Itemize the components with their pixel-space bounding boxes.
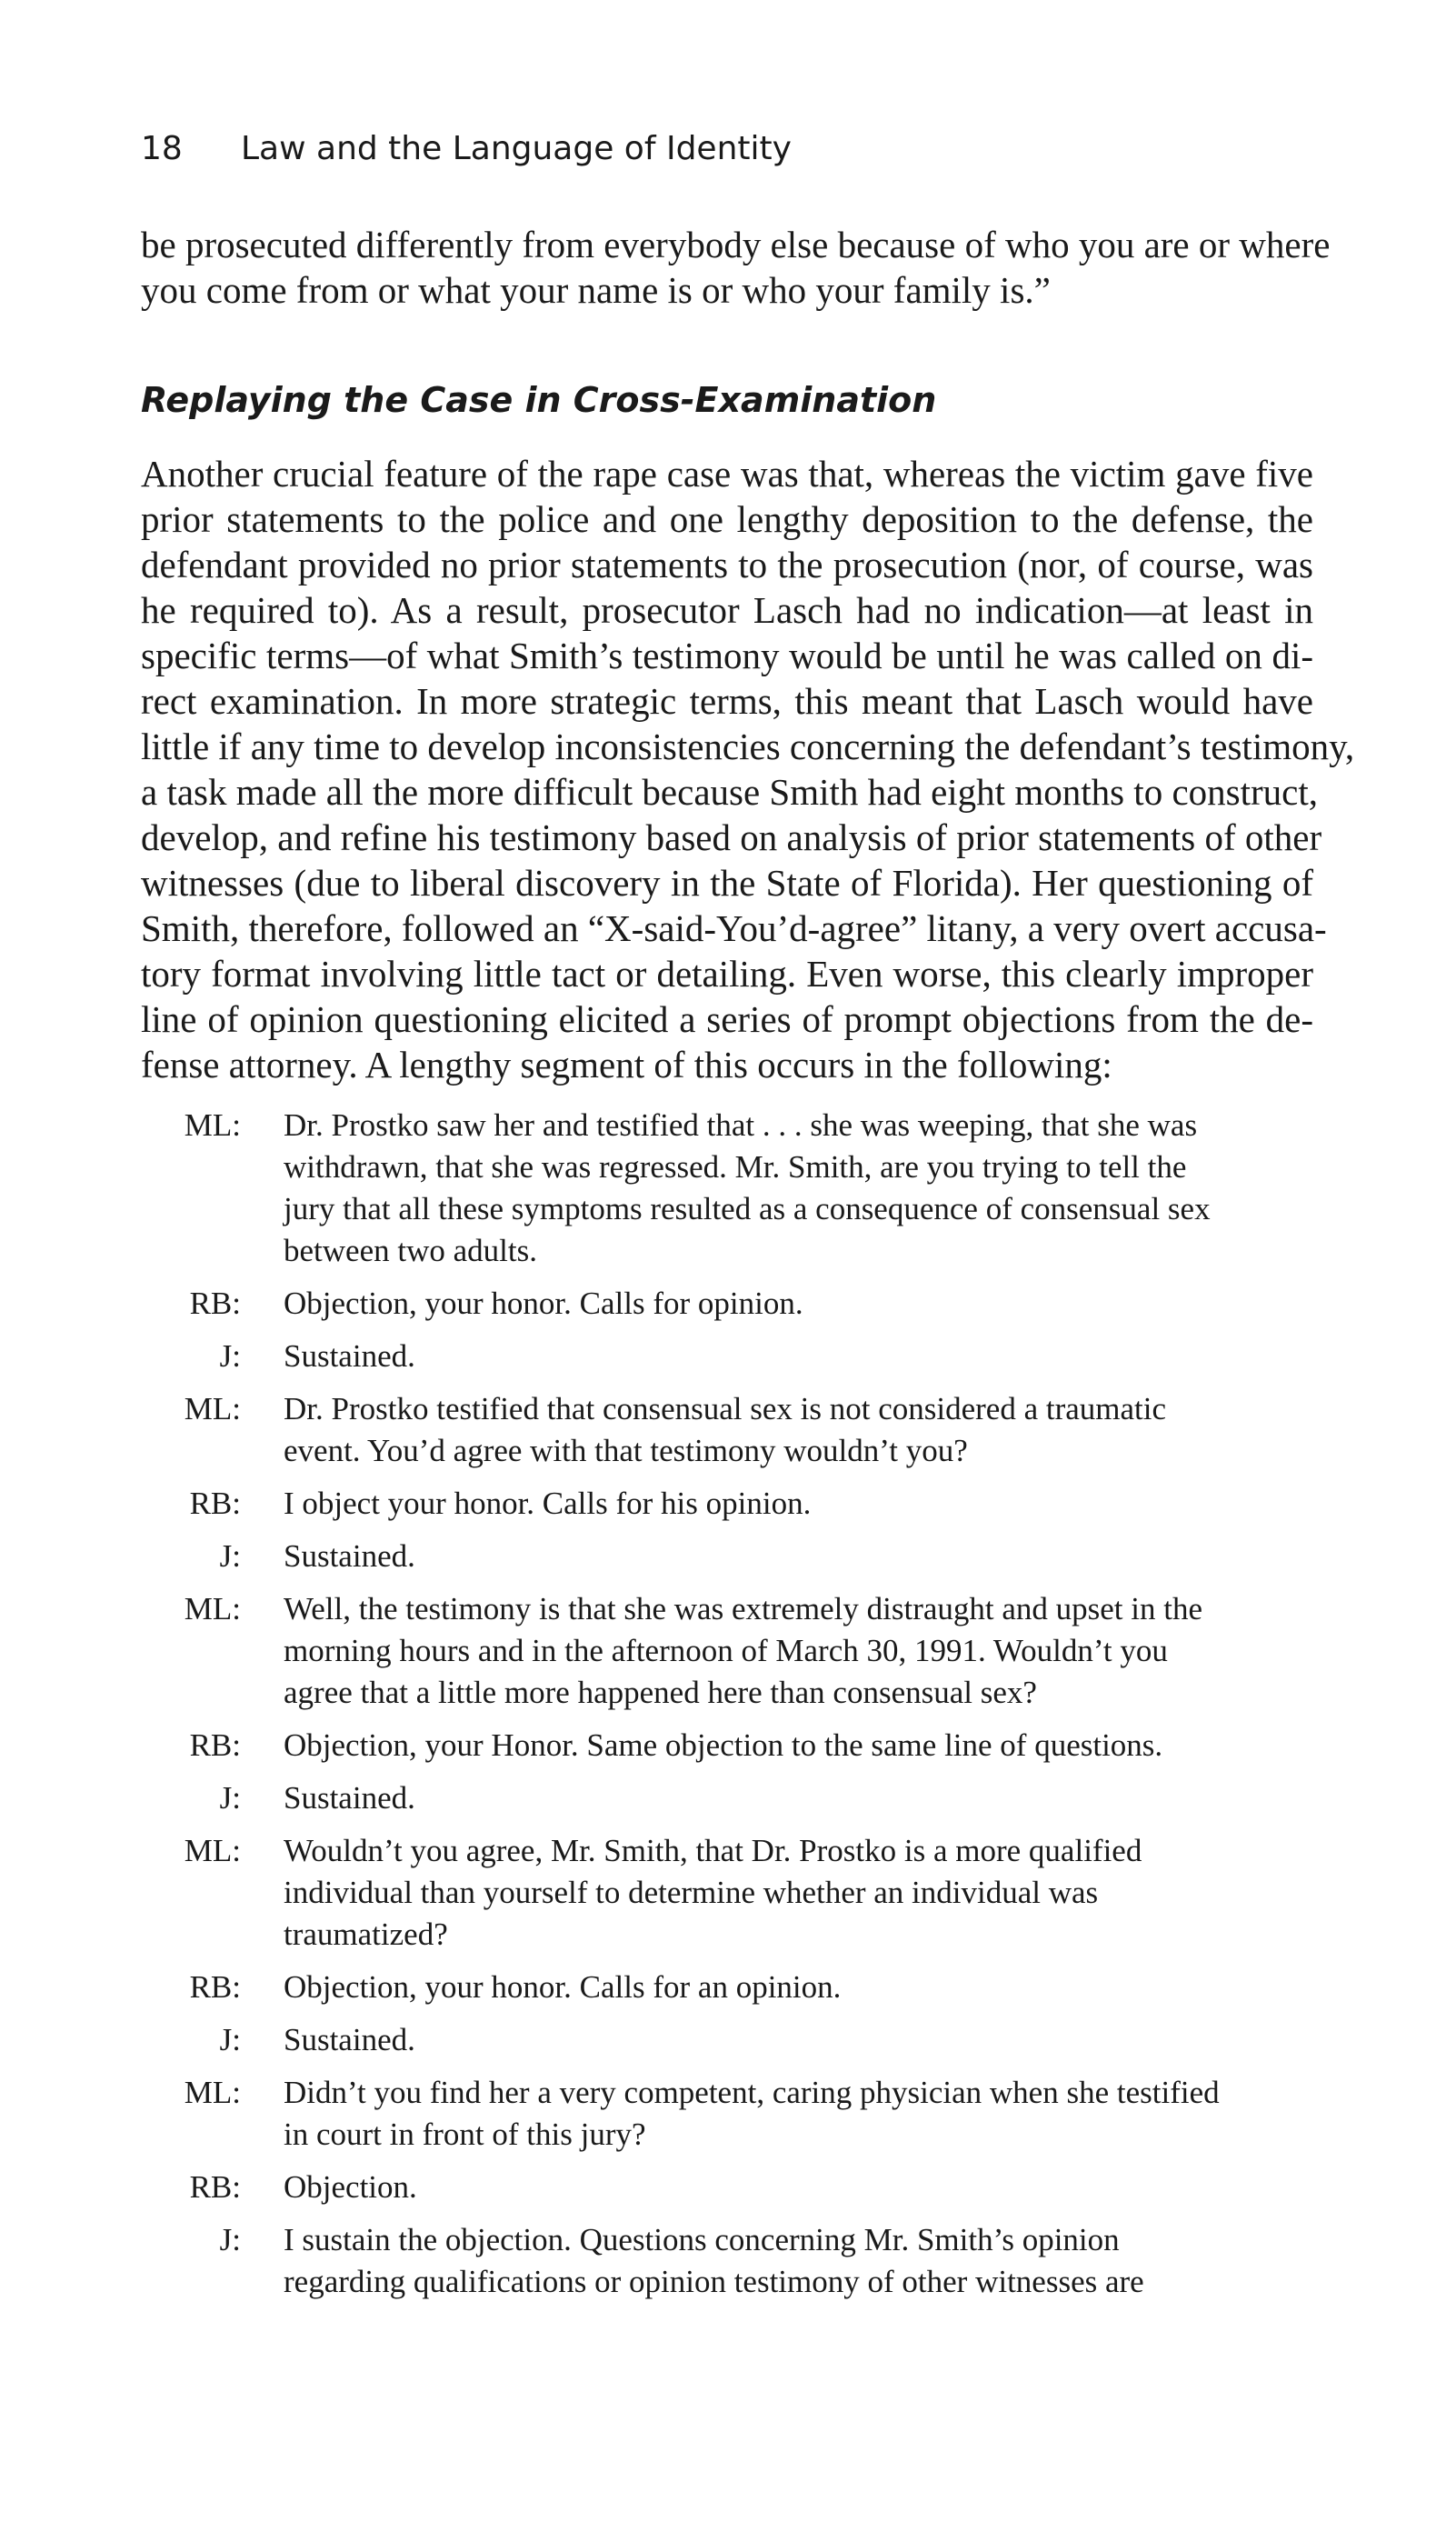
speech-line: Dr. Prostko saw her and testified that . . . she was weeping, that she was xyxy=(284,1107,1198,1143)
main-paragraph xyxy=(141,451,1355,1087)
speech-text xyxy=(284,1967,1313,2008)
paragraph-line: fense attorney. A lengthy segment of this occurs in the following: xyxy=(141,1044,1112,1086)
paragraph-line: prior statements to the police and one lengthy deposition to the defense, the xyxy=(141,498,1313,540)
paragraph-line: develop, and refine his testimony based on analysis of prior statements of other xyxy=(141,816,1322,858)
paragraph-line: you come from or what your name is or who your family is.” xyxy=(141,269,1051,311)
speech-line: jury that all these symptoms resulted as a consequence of consensual sex xyxy=(284,1191,1211,1226)
section-heading: Replaying the Case in Cross-Examination xyxy=(141,380,937,420)
speech-line: Dr. Prostko testified that consensual sex is not considered a traumatic xyxy=(284,1391,1167,1426)
paragraph-line: defendant provided no prior statements to the prosecution (nor, of course, was xyxy=(141,544,1313,585)
transcript-turn xyxy=(141,2219,1313,2303)
transcript-turn xyxy=(141,1388,1313,1472)
speaker-label: RB: xyxy=(189,1486,241,1521)
speaker-label: RB: xyxy=(189,1286,241,1321)
speaker-label: ML: xyxy=(184,1833,241,1868)
transcript-turn xyxy=(141,1777,1313,1819)
paragraph-line: little if any time to develop inconsistencies concerning the defendant’s testimony, xyxy=(141,726,1355,767)
paragraph-line: Smith, therefore, followed an “X-said-You’d-agree” litany, a very overt accusa- xyxy=(141,907,1327,949)
speech-line: morning hours and in the afternoon of March 30, 1991. Wouldn’t you xyxy=(284,1633,1168,1668)
speech-line: Sustained. xyxy=(284,2022,415,2057)
paragraph-line: tory format involving little tact or detailing. Even worse, this clearly improper xyxy=(141,953,1313,995)
speech-text xyxy=(284,1483,1313,1525)
speaker-label: J: xyxy=(219,1338,241,1374)
speech-text xyxy=(284,2072,1313,2156)
paragraph-line: specific terms—of what Smith’s testimony would be until he was called on di- xyxy=(141,635,1313,676)
speech-text xyxy=(284,1105,1313,1272)
transcript-turn xyxy=(141,1588,1313,1714)
speech-text xyxy=(284,1388,1313,1472)
book-title: Law and the Language of Identity xyxy=(241,130,792,167)
speech-line: Well, the testimony is that she was extremely distraught and upset in the xyxy=(284,1591,1203,1626)
transcript-turn xyxy=(141,1483,1313,1525)
paragraph-line: Another crucial feature of the rape case was that, whereas the victim gave five xyxy=(141,453,1313,495)
speech-text xyxy=(284,1588,1313,1714)
transcript-turn xyxy=(141,1536,1313,1577)
speech-text xyxy=(284,2019,1313,2061)
speech-line: individual than yourself to determine whether an individual was xyxy=(284,1875,1099,1910)
transcript-turn xyxy=(141,1830,1313,1956)
paragraph-line: line of opinion questioning elicited a series of prompt objections from the de- xyxy=(141,998,1313,1040)
speech-line: Objection. xyxy=(284,2169,417,2205)
speaker-label: ML: xyxy=(184,1591,241,1626)
speaker-label: ML: xyxy=(184,1391,241,1426)
speech-line: in court in front of this jury? xyxy=(284,2117,646,2152)
courtroom-transcript xyxy=(141,1105,1313,2314)
speech-text xyxy=(284,1536,1313,1577)
speech-text xyxy=(284,2167,1313,2208)
speech-line: withdrawn, that she was regressed. Mr. Smith, are you trying to tell the xyxy=(284,1149,1187,1185)
transcript-turn xyxy=(141,1105,1313,1272)
transcript-turn xyxy=(141,2019,1313,2061)
page-number: 18 xyxy=(141,130,183,167)
speech-line: I object your honor. Calls for his opinion. xyxy=(284,1486,812,1521)
speaker-label: J: xyxy=(219,2222,241,2257)
paragraph-line: rect examination. In more strategic terms, this meant that Lasch would have xyxy=(141,680,1313,722)
speech-line: Objection, your Honor. Same objection to the same line of questions. xyxy=(284,1727,1163,1763)
speech-text xyxy=(284,1830,1313,1956)
speaker-label: RB: xyxy=(189,1727,241,1763)
paragraph-line: a task made all the more difficult because Smith had eight months to construct, xyxy=(141,771,1318,813)
speech-text xyxy=(284,1725,1313,1766)
speech-text xyxy=(284,1283,1313,1325)
speech-line: Objection, your honor. Calls for an opinion. xyxy=(284,1969,842,2005)
speech-text xyxy=(284,2219,1313,2303)
speech-line: Sustained. xyxy=(284,1338,415,1374)
speech-line: between two adults. xyxy=(284,1233,537,1268)
speech-line: event. You’d agree with that testimony wouldn’t you? xyxy=(284,1433,968,1468)
transcript-turn xyxy=(141,1967,1313,2008)
speech-line: Sustained. xyxy=(284,1780,415,1816)
transcript-turn xyxy=(141,1283,1313,1325)
speaker-label: ML: xyxy=(184,1107,241,1143)
transcript-turn xyxy=(141,1725,1313,1766)
paragraph-line: be prosecuted differently from everybody else because of who you are or where xyxy=(141,224,1331,265)
running-head xyxy=(141,127,792,171)
speech-text xyxy=(284,1336,1313,1377)
speaker-label: J: xyxy=(219,1538,241,1574)
speaker-label: RB: xyxy=(189,1969,241,2005)
speech-line: traumatized? xyxy=(284,1917,448,1952)
speaker-label: J: xyxy=(219,2022,241,2057)
speech-text xyxy=(284,1777,1313,1819)
speech-line: Didn’t you find her a very competent, caring physician when she testified xyxy=(284,2075,1220,2110)
transcript-turn xyxy=(141,2072,1313,2156)
speech-line: Objection, your honor. Calls for opinion. xyxy=(284,1286,803,1321)
speaker-label: J: xyxy=(219,1780,241,1816)
opening-paragraph xyxy=(141,222,1331,313)
speaker-label: RB: xyxy=(189,2169,241,2205)
paragraph-line: he required to). As a result, prosecutor Lasch had no indication—at least in xyxy=(141,589,1313,631)
speech-line: Wouldn’t you agree, Mr. Smith, that Dr. Prostko is a more qualified xyxy=(284,1833,1142,1868)
transcript-turn xyxy=(141,1336,1313,1377)
transcript-turn xyxy=(141,2167,1313,2208)
speech-line: Sustained. xyxy=(284,1538,415,1574)
speech-line: agree that a little more happened here than consensual sex? xyxy=(284,1675,1037,1710)
paragraph-line: witnesses (due to liberal discovery in the State of Florida). Her questioning of xyxy=(141,862,1313,904)
speech-line: I sustain the objection. Questions concerning Mr. Smith’s opinion xyxy=(284,2222,1120,2257)
speaker-label: ML: xyxy=(184,2075,241,2110)
speech-line: regarding qualifications or opinion testimony of other witnesses are xyxy=(284,2264,1144,2299)
